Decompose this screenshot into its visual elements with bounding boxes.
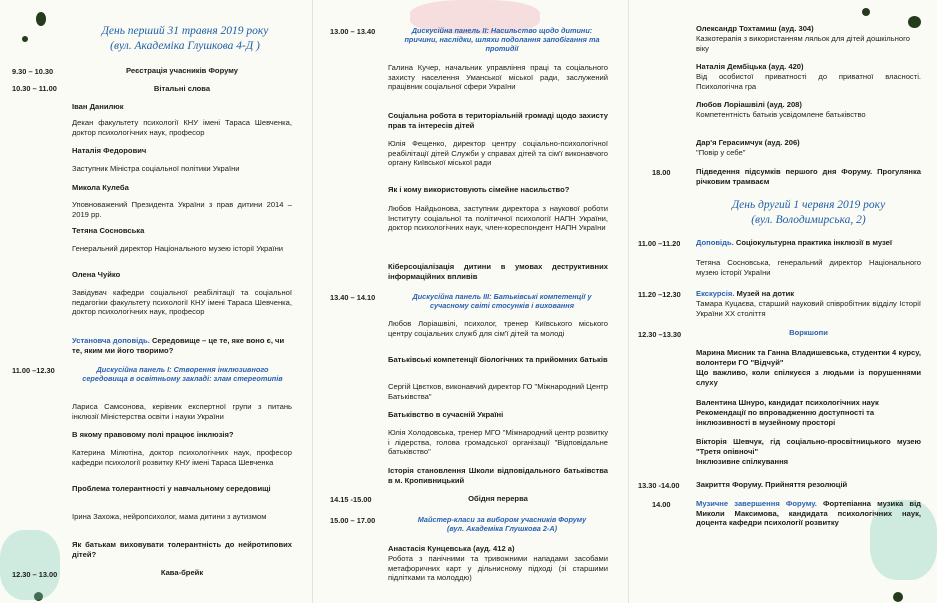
panel-speaker: Сергій Цвєтков, виконавчий директор ГО "Міжнародний Центр Батьківства" [388,382,608,401]
panel-title: Дискусійна панель ІІІ: Батьківські компетенції у сучасному світі стосунків і виховання [412,292,592,310]
keynote-label: Установча доповідь. [72,336,150,345]
time-slot: 11.00 –12.30 [12,366,55,375]
day-title [696,198,921,228]
speaker-desc: Декан факультету психології КНУ імені Тараса Шевченка, доктор психологічних наук, професор [72,118,292,137]
registration: Реєстрація учасників Форуму [126,66,238,75]
masterclass-title-line: Майстер-класи за вибором учасників Форуму [417,515,587,524]
speaker-name: Іван Данилюк [72,102,124,111]
masterclass-topic: Компетентність батьків усвідомлене батьківство [696,110,866,119]
workshop-speaker: Марина Мисник та Ганна Владишевська, студентки 4 курсу, волонтери ГО "Відчуй" [696,348,921,367]
time-slot: 18.00 [652,168,671,177]
panel-topic: Соціальна робота в територіальній громаді щодо захисту прав та інтересів дітей [388,111,608,130]
panel-topic: Батьківські компетенції біологічних та прийомних батьків [388,355,608,364]
panel-speaker: Любов Лоріашвілі, психолог, тренер Київського міського центру соціальних служб для сім'ї дітей та молоді [388,319,608,338]
speaker-desc: Генеральний директор Національного музею історії України [72,244,284,253]
panel-topic: Батьківство в сучасній Україні [388,410,504,419]
panel-topic: В якому правовому полі працює інклюзія? [72,430,234,439]
workshop-speaker: Валентина Шнуро, кандидат психологічних наук [696,398,879,407]
panel-topic: Історія становлення Школи відповідального батьківства в м. Кропивницький [388,466,608,485]
music-finale [696,499,921,528]
masterclass-topic: Від особистої приватності до приватної власності. Психологічна гра [696,72,921,91]
workshop-topic: Що важливо, коли спілкуєся з людьми із порушеннями слуху [696,368,921,387]
day-title-line: День перший 31 травня 2019 року [101,25,269,37]
panel-speaker: Катерина Мілютіна, доктор психологічних наук, професор кафедри психології розвитку КНУ імені Тараса Шевченка [72,448,292,467]
panel-topic: Як і кому використовують сімейне насильство? [388,185,570,194]
masterclass-speaker: Олександр Тохтамиш (ауд. 304) [696,24,814,33]
day-address-line: (вул. Академіка Глушкова 4-Д ) [110,40,260,52]
report-speaker: Тетяна Сосновська, генеральний директор Національного музею історії України [696,258,921,277]
report-label: Доповідь. [696,238,734,247]
day-title [70,24,300,54]
excursion-label: Екскурсія. [696,289,735,298]
speaker-name: Наталія Федорович [72,146,147,155]
workshop-speaker: Вікторія Шевчук, гід соціально-просвітницького музею "Третя опівночі" [696,437,921,456]
time-slot: 13.30 -14.00 [638,481,680,490]
keynote [72,336,292,355]
panel-title: Дискусійна панель І: Створення інклюзивного середовища в освітньому закладі: злам стереотипів [82,365,283,383]
workshops-title: Воркшопи [789,328,828,337]
masterclass-topic: Казкотерапія з використанням ляльок для дітей дошкільного віку [696,34,910,53]
time-slot: 14.00 [652,500,671,509]
masterclass-topic: Робота з панічними та тривожними нападами засобами метафоричних карт у дільнисному підході (зі старшими підлітками та молоддю) [388,554,608,583]
time-slot: 13.40 – 14.10 [330,293,376,302]
time-slot: 11.00 –11.20 [638,239,681,248]
column-divider [312,0,313,603]
welcome-words: Вітальні слова [153,84,211,93]
masterclass-speaker: Дар'я Герасимчук (ауд. 206) [696,138,800,147]
masterclass-address: (вул. Академіка Глушкова 2-А) [446,524,558,533]
panel-speaker: Ірина Захожа, нейропсихолог, мама дитини з аутизмом [72,512,267,521]
time-slot: 9.30 – 10.30 [12,67,54,76]
speaker-name: Тетяна Сосновська [72,226,145,235]
workshop-topic: Інклюзивне спілкування [696,457,789,466]
panel-topic: Кіберсоціалізація дитини в умовах деструктивних інформаційних впливів [388,262,608,281]
column-divider [628,0,629,603]
workshop-topic: Рекомендації по впровадженню доступності та інклюзивності в музейному просторі [696,408,875,427]
speaker-name: Микола Кулеба [72,183,129,192]
speaker-desc: Заступник Міністра соціальної політики України [72,164,240,173]
excursion [696,289,921,299]
report [696,238,921,248]
panel-speaker: Юлія Фещенко, директор центру соціально-психологічної реабілітації дітей Служби у справах дітей та сім'ї виконавчого органу Київської міської ради [388,139,608,168]
lunch-break: Обідня перерва [468,494,528,503]
coffee-break: Кава-брейк [160,568,204,577]
panel-topic: Проблема толерантності у навчальному середовищі [72,484,271,493]
time-slot: 12.30 – 13.00 [12,570,58,579]
panel-speaker: Юлія Холодовська, тренер МГО "Міжнародний центр розвитку і лідерства, голова громадської організації "Відповідальне батьківство" [388,428,608,457]
time-slot: 12.30 –13.30 [638,330,682,339]
excursion-speaker: Тамара Куцаєва, старший науковий співробітник відділу Історії України ХХ століття [696,299,921,318]
column-day-one-morning [0,0,300,603]
time-slot: 15.00 – 17.00 [330,516,376,525]
speaker-desc: Завідувач кафедри соціальної реабілітації та соціальної педагогіки факультету психології КНУ імені Тараса Шевченка, доктор психологічних наук, професор [72,288,292,317]
music-finale-text: Фортепіанна музика від Миколи Максимова, кандидата психологічних наук, доцента кафедри психології розвитку [696,499,922,528]
time-slot: 11.20 –12.30 [638,290,681,299]
forum-closing: Закриття Форуму. Прийняття резолюцій [696,480,848,489]
day-title-line: День другий 1 червня 2019 року [731,199,886,211]
day-address-line: (вул. Володимирська, 2) [751,214,866,226]
panel-speaker: Лариса Самсонова, керівник експертної групи з питань інклюзії Міністерства освіти і науки України [72,402,292,421]
day-summary: Підведення підсумків першого дня Форуму. Прогулянка річковим трамваєм [696,167,921,186]
masterclass-speaker: Любов Лоріашвілі (ауд. 208) [696,100,802,109]
time-slot: 10.30 – 11.00 [12,84,57,93]
time-slot: 13.00 – 13.40 [330,27,376,36]
excursion-text: Музей на дотик [734,289,795,298]
masterclass-topic: "Повір у себе" [696,148,746,157]
report-text: Соціокультурна практика інклюзії в музеї [733,238,892,247]
column-day-one-afternoon [318,0,618,603]
panel-title: Дискусійна панель ІІ: Насильство щодо дитини: причини, наслідки, шляхи подолання запобігання та протидії [404,26,600,53]
keynote-text: Середовище – це те, яке воно є, чи те, яким ми його творимо? [72,336,285,355]
time-slot: 14.15 -15.00 [330,495,372,504]
masterclass-title [396,515,608,533]
panel-speaker: Любов Найдьонова, заступник директора з наукової роботи Інституту соціальної та політичної психології НАПН України, доктор психологічних наук, член-кореспондент НАПН України [388,204,608,233]
column-day-two [636,0,936,603]
music-finale-label: Музичне завершення Форуму. [696,499,817,508]
speaker-desc: Уповноважений Президента України з прав дитини 2014 – 2019 рр. [72,200,292,219]
panel-topic: Як батькам виховувати толерантність до нейротипових дітей? [72,540,292,559]
panel-speaker: Галина Кучер, начальник управління праці та соціального захисту населення Уманської міської ради, заслужений працівник соціальної сфери України [388,63,608,92]
masterclass-speaker: Анастасія Кунцевська (ауд. 412 а) [388,544,515,553]
speaker-name: Олена Чуйко [72,270,121,279]
masterclass-speaker: Наталія Дембіцька (ауд. 420) [696,62,804,71]
